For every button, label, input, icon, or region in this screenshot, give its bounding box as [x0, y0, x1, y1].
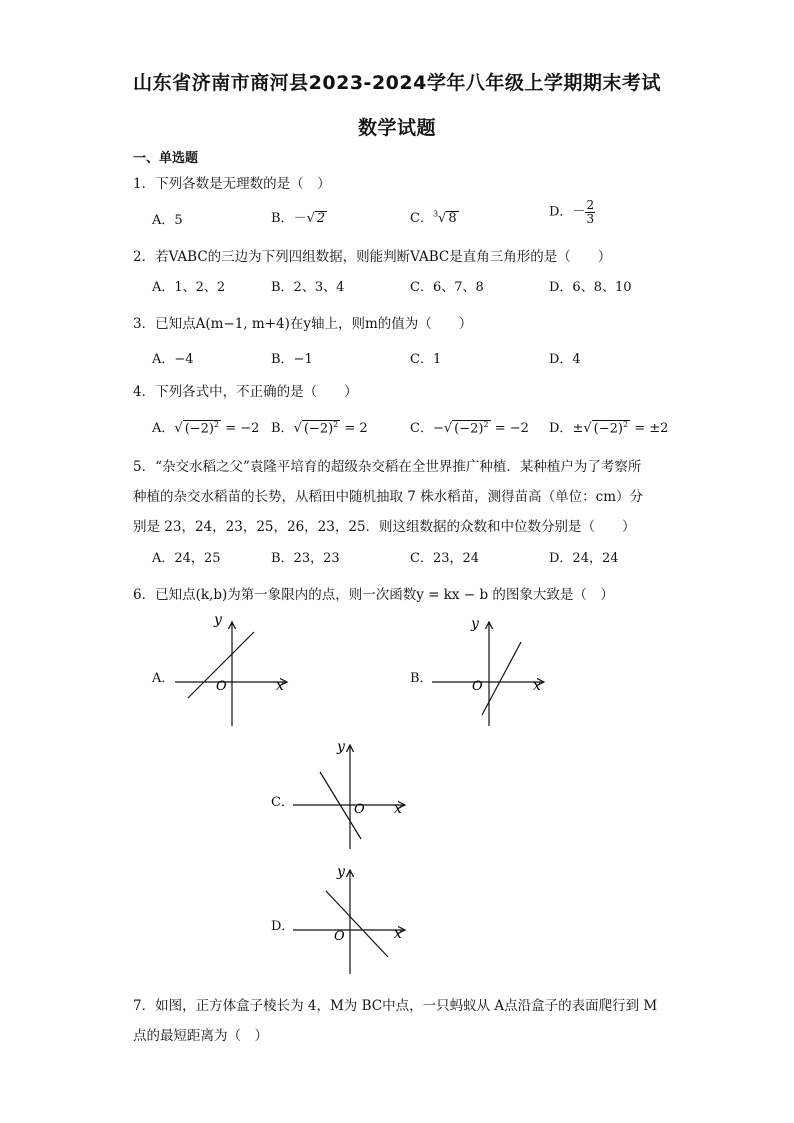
section-heading: 一、单选题	[133, 151, 199, 166]
question-2-stem: 2．若VABC的三边为下列四组数据，则能判断VABC是直角三角形的是（ ）	[133, 249, 612, 265]
q1-option-b: B．－√ 2	[271, 211, 326, 226]
question-1-stem: 1．下列各数是无理数的是（ ）	[133, 176, 331, 192]
question-3-stem: 3．已知点A(m−1, m+4)在y轴上，则m的值为（ ）	[133, 316, 473, 332]
q6-option-c-label: C．	[271, 795, 294, 810]
x-axis-label: x	[394, 801, 402, 817]
origin-label: O	[334, 929, 345, 944]
q6-graph-b	[427, 612, 552, 730]
q2-option-d: D．6、8、10	[549, 280, 632, 295]
question-6-stem: 6．已知点(k,b)为第一象限内的点，则一次函数y = kx − b 的图象大致是（ ）	[133, 587, 614, 603]
q3-option-d: D．4	[549, 352, 581, 367]
q3-option-a: A．−4	[152, 352, 194, 367]
function-line	[326, 891, 388, 957]
origin-label: O	[354, 802, 365, 817]
x-axis-label: x	[533, 678, 541, 694]
question-7-stem-line2: 点的最短距离为（ ）	[133, 1028, 268, 1044]
q6-graph-c	[288, 735, 413, 853]
q4-option-a: A．√ $(-2)^2 = -2$	[152, 419, 260, 436]
q4-option-d: D．±√ $(-2)^2 = \pm 2$	[549, 419, 669, 436]
question-5-stem-line3: 别是 23，24，23，25，26，23，25．则这组数据的众数和中位数分别是（ ）	[133, 519, 636, 535]
page-title: 山东省济南市商河县2023-2024学年八年级上学期期末考试	[133, 72, 661, 94]
origin-label: O	[472, 679, 483, 694]
q4-option-c: C．−√ $(-2)^2 = -2$	[410, 419, 529, 436]
q6-graph-a	[170, 612, 295, 730]
q2-option-c: C．6、7、8	[410, 280, 484, 295]
q2-option-b: B．2、3、4	[271, 280, 345, 295]
q6-option-b-label: B．	[410, 671, 433, 686]
question-5-stem-line1: 5．“杂交水稻之父”袁隆平培育的超级杂交稻在全世界推广种植．某种植户为了考察所	[133, 459, 642, 475]
question-7-stem-line1: 7．如图，正方体盒子棱长为 4，M为 BC中点，一只蚂蚁从 A点沿盒子的表面爬行到 M	[133, 998, 658, 1014]
x-axis-label: x	[394, 926, 402, 942]
y-axis-label: y	[337, 864, 345, 880]
x-axis-label: x	[276, 678, 284, 694]
q1-option-c: C．$^3$√ 8	[410, 209, 457, 226]
q2-option-a: A．1、2、2	[152, 280, 226, 295]
q1-option-d: D．－ $\frac{2}{3}$	[549, 198, 595, 226]
y-axis-label: y	[214, 612, 222, 628]
q1-option-a: A．5	[152, 213, 183, 228]
q6-option-a-label: A．	[152, 671, 175, 686]
function-line	[482, 642, 521, 715]
q5-option-c: C．23，24	[410, 551, 480, 566]
y-axis-label: y	[471, 616, 479, 632]
q5-option-b: B．23，23	[271, 551, 340, 566]
q5-option-a: A．24，25	[152, 551, 221, 566]
q3-option-c: C．1	[410, 352, 442, 367]
q6-graph-d	[288, 860, 413, 978]
page-subtitle: 数学试题	[357, 117, 436, 139]
question-4-stem: 4．下列各式中，不正确的是（ ）	[133, 384, 358, 400]
q4-option-b: B．√ $(-2)^2 = 2$	[271, 419, 368, 436]
question-5-stem-line2: 种植的杂交水稻苗的长势，从稻田中随机抽取 7 株水稻苗，测得苗高（单位：cm）分	[133, 489, 644, 505]
q3-option-b: B．−1	[271, 352, 313, 367]
q5-option-d: D．24，24	[549, 551, 619, 566]
y-axis-label: y	[337, 739, 345, 755]
q6-option-d-label: D．	[271, 919, 295, 934]
origin-label: O	[216, 679, 227, 694]
